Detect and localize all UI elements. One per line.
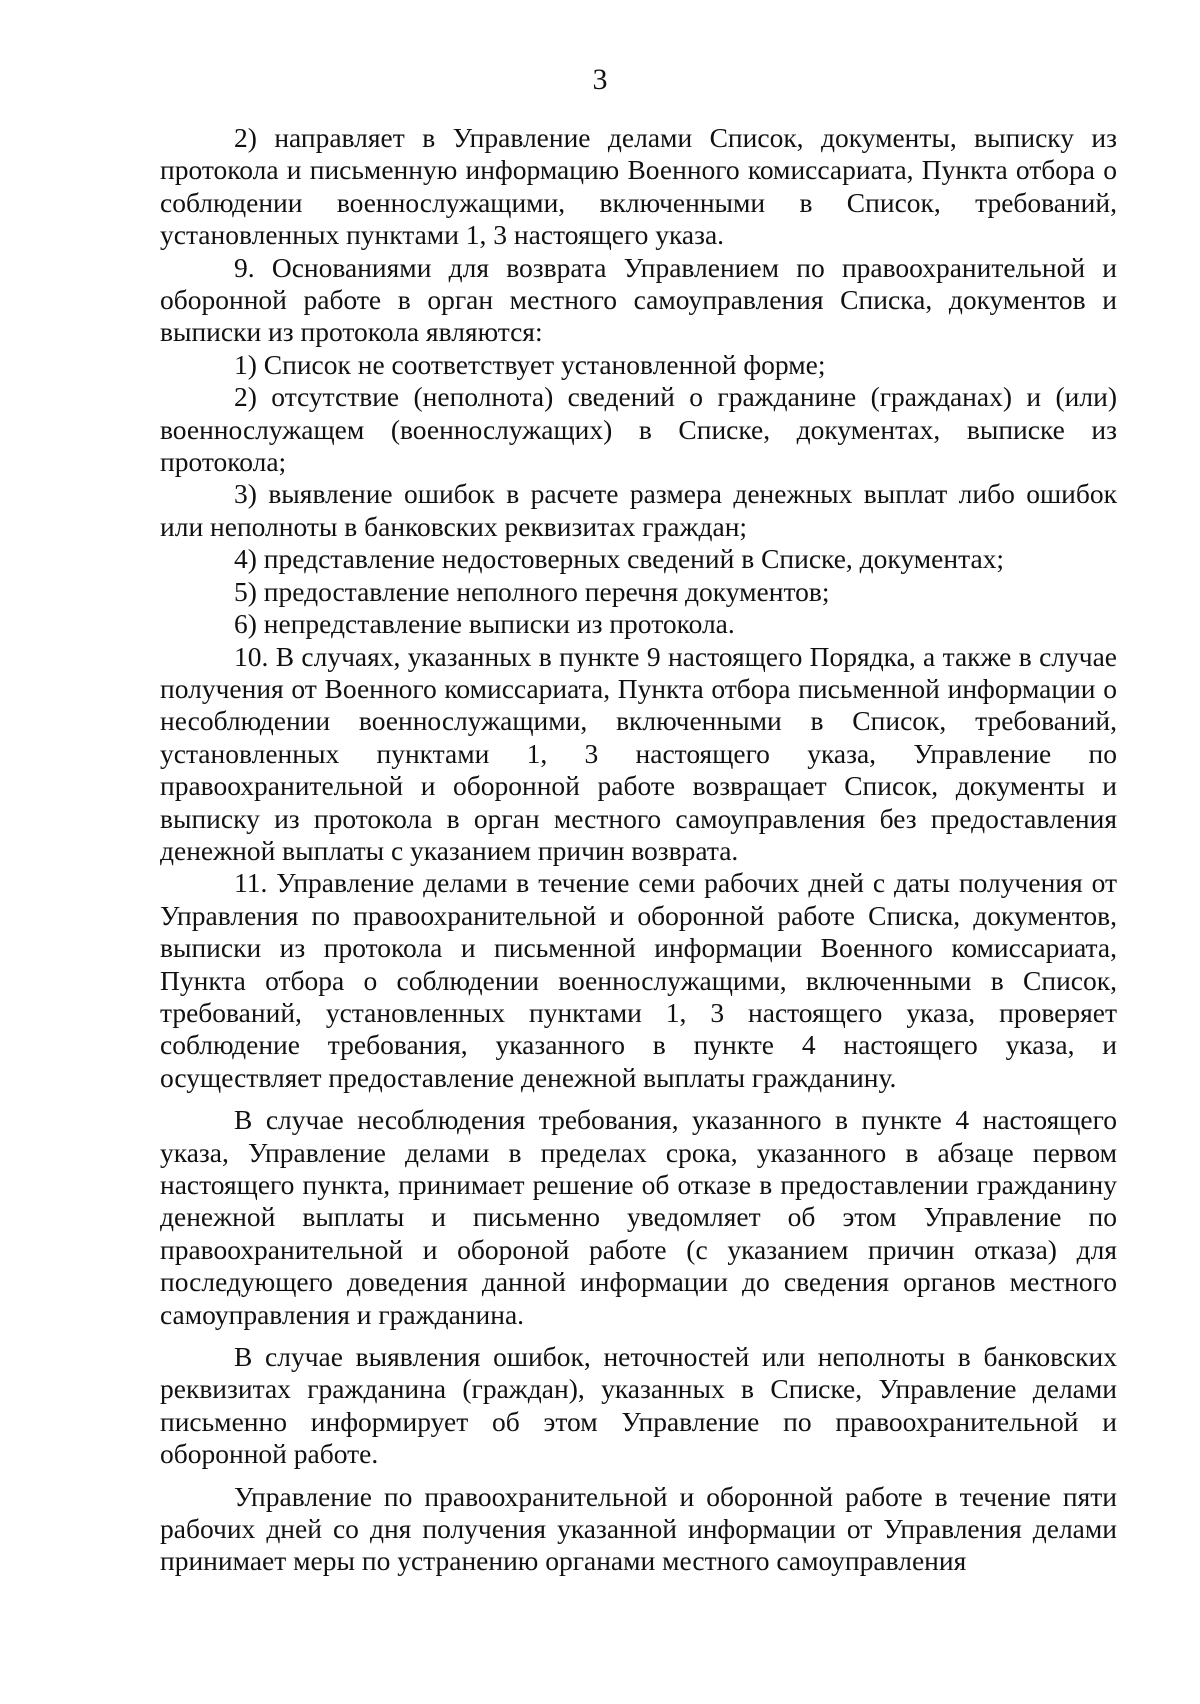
paragraph-section-10: 10. В случаях, указанных в пункте 9 настоящего Порядка, а также в случае получения от Военного комиссариата, Пункта отбора письменной информации о несоблюдении военнослужащими, включенными в Список, требований, установленных пунктами 1, 3 настоящего указа, Управление по правоохранительной и оборонной работе возвращает Список, документы и выписку из протокола в орган местного самоуправления без предоставления денежной выплаты с указанием причин возврата. (160, 640, 1117, 866)
paragraph-item-6: 6) непредставление выписки из протокола. (234, 608, 735, 640)
paragraph-item-5: 5) предоставление неполного перечня документов; (234, 575, 830, 607)
page-number: 3 (592, 63, 608, 96)
paragraph-item-3: 3) выявление ошибок в расчете размера денежных выплат либо ошибок или неполноты в банковских реквизитах граждан; (160, 478, 1117, 542)
paragraph-item-2: 2) отсутствие (неполнота) сведений о гражданине (гражданах) и (или) военнослужащем (военнослужащих) в Списке, документах, выписке из протокола; (160, 381, 1117, 478)
paragraph-section-9: 9. Основаниями для возврата Управлением по правоохранительной и оборонной работе в орган местного самоуправления Списка, документов и выписки из протокола являются: (160, 251, 1117, 348)
paragraph-item-4: 4) представление недостоверных сведений в Списке, документах; (234, 543, 1005, 575)
paragraph-refusal: В случае несоблюдения требования, указанного в пункте 4 настоящего указа, Управление делами в пределах срока, указанного в абзаце первом настоящего пункта, принимает решение об отказе в предоставлении гражданину денежной выплаты и письменно уведомляет об этом Управление по правоохранительной и обороной работе (с указанием причин отказа) для последующего доведения данной информации до сведения органов местного самоуправления и гражданина. (160, 1104, 1117, 1330)
paragraph-section-11: 11. Управление делами в течение семи рабочих дней с даты получения от Управления по правоохранительной и оборонной работе Списка, документов, выписки из протокола и письменной информации Военного комиссариата, Пункта отбора о соблюдении военнослужащими, включенными в Список, требований, установленных пунктами 1, 3 настоящего указа, проверяет соблюдение требования, указанного в пункте 4 настоящего указа, и осуществляет предоставление денежной выплаты гражданину. (160, 867, 1117, 1093)
paragraph-measures: Управление по правоохранительной и оборонной работе в течение пяти рабочих дней со дня получения указанной информации от Управления делами принимает меры по устранению органами местного самоуправления (160, 1480, 1117, 1577)
document-body (160, 122, 1117, 1578)
paragraph-item-1: 1) Список не соответствует установленной форме; (234, 348, 826, 380)
paragraph-bank-errors: В случае выявления ошибок, неточностей или неполноты в банковских реквизитах гражданина (граждан), указанных в Списке, Управление делами письменно информирует об этом Управление по правоохранительной и оборонной работе. (160, 1341, 1117, 1470)
paragraph-item-2-sends: 2) направляет в Управление делами Список, документы, выписку из протокола и письменную информацию Военного комиссариата, Пункта отбора о соблюдении военнослужащими, включенными в Список, требований, установленных пунктами 1, 3 настоящего указа. (160, 122, 1117, 251)
